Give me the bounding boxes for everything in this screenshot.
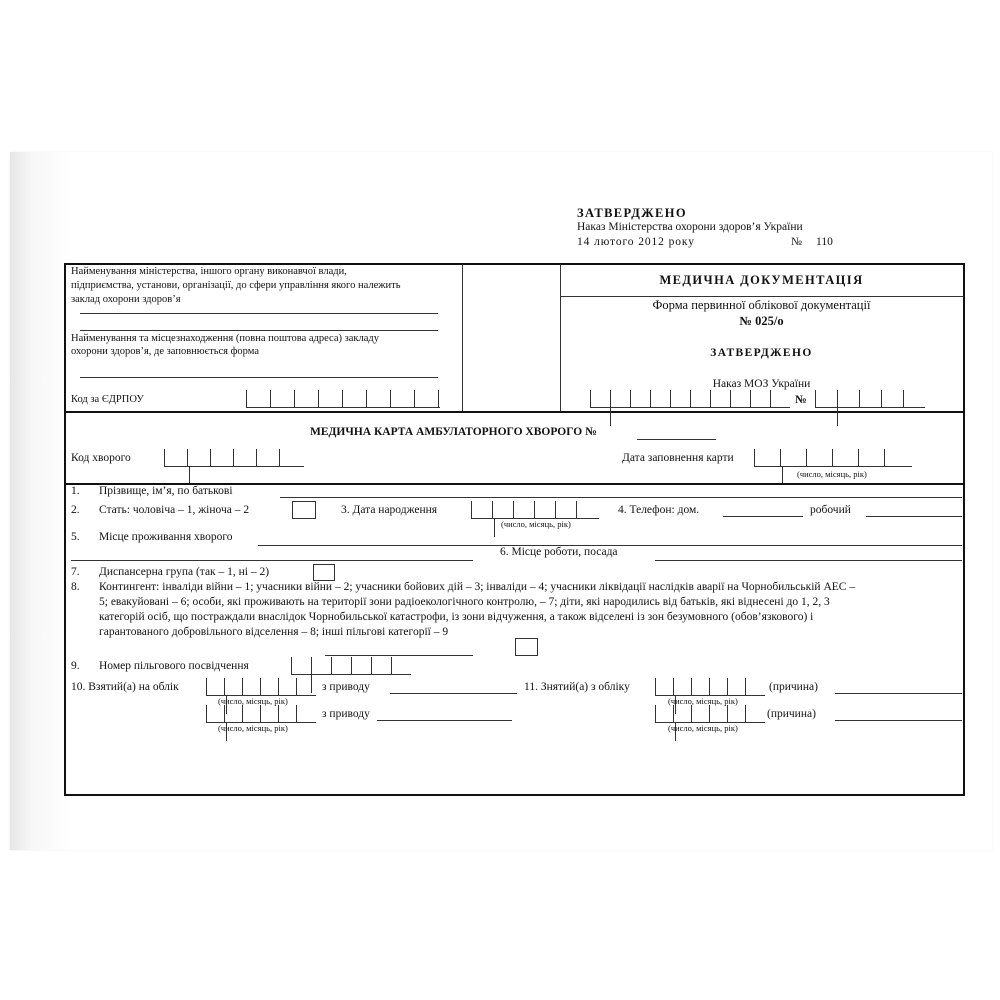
- ministry-name-line-2[interactable]: [80, 330, 438, 331]
- contingent-box[interactable]: [515, 638, 538, 656]
- ministry-name-line1: Найменування міністерства, іншого органу виконавчої влади,: [71, 266, 347, 277]
- patient-code-cells[interactable]: [164, 449, 304, 467]
- registration-date-hint-1: (число, місяць, рік): [218, 696, 288, 706]
- deregistration-date-hint-1: (число, місяць, рік): [668, 696, 738, 706]
- deregistration-reason-label-1: (причина): [769, 681, 818, 693]
- card-number-line[interactable]: [637, 439, 716, 440]
- field-8-line2: 5; евакуйовані – 6; особи, які проживають на території зони радіоекологічного контролю, – 7; діти, які народились від батьків, які віднесені до 1, 2, 3: [99, 596, 830, 608]
- edrpou-label: Код за ЄДРПОУ: [71, 394, 144, 405]
- registration-date-cells-1[interactable]: [206, 678, 316, 696]
- field-10-label: 10. Взятий(а) на облік: [71, 681, 179, 693]
- facility-address-line[interactable]: [80, 377, 438, 378]
- field-2-label: Стать: чоловіча – 1, жіноча – 2: [99, 504, 250, 516]
- registration-reason-line-1[interactable]: [390, 693, 517, 694]
- ministry-name-line2: підприємства, установи, організації, до сфери управління якого належить: [71, 280, 401, 291]
- fill-date-label: Дата заповнення карти: [622, 452, 734, 464]
- edrpou-code-cells[interactable]: [246, 390, 440, 408]
- field-2-number: 2.: [71, 504, 80, 516]
- field-11-label: 11. Знятий(а) з обліку: [524, 681, 630, 693]
- fill-date-hint: (число, місяць, рік): [797, 469, 867, 479]
- registration-reason-label-2: з приводу: [322, 708, 370, 720]
- facility-line2: охорони здоров’я, де заповнюється форма: [71, 346, 260, 357]
- medical-documentation-title: МЕДИЧНА ДОКУМЕНТАЦІЯ: [659, 273, 864, 287]
- ministry-name-line[interactable]: [80, 313, 438, 314]
- order-date-cells[interactable]: [590, 390, 790, 408]
- deregistration-date-hint-2: (число, місяць, рік): [668, 723, 738, 733]
- field-8-line4: гарантованого добровільного відселення – 8; інші пільгові категорії – 9: [99, 626, 449, 638]
- deregistration-reason-line-2[interactable]: [835, 720, 962, 721]
- header-approved: ЗАТВЕРДЖЕНО: [710, 347, 813, 359]
- birth-date-hint: (число, місяць, рік): [501, 519, 571, 529]
- field-9-number: 9.: [71, 660, 80, 672]
- field-5-number: 5.: [71, 531, 80, 543]
- approval-number: 110: [816, 236, 833, 248]
- workplace-line[interactable]: [655, 560, 962, 561]
- work-phone-line[interactable]: [866, 516, 962, 517]
- field-8-number: 8.: [71, 581, 80, 593]
- registration-reason-line-2[interactable]: [377, 720, 512, 721]
- facility-line1: Найменування та місцезнаходження (повна поштова адреса) закладу: [71, 333, 380, 344]
- field-8-line1: Контингент: інваліди війни – 1; учасники війни – 2; учасники бойових дій – 3; інваліди – 4; учасники ліквідації наслідків аварії на Чорнобильській АЕС –: [99, 581, 856, 593]
- field-5-label: Місце проживання хворого: [99, 531, 233, 543]
- contingent-other-line[interactable]: [325, 655, 473, 656]
- field-7-label: Диспансерна група (так – 1, ні – 2): [99, 566, 270, 578]
- registration-date-cells-2[interactable]: [206, 705, 316, 723]
- order-number-label: №: [795, 394, 807, 406]
- deregistration-reason-label-2: (причина): [767, 708, 816, 720]
- field-1-label: Прізвище, ім’я, по батькові: [99, 485, 233, 497]
- fill-date-cells[interactable]: [754, 449, 912, 467]
- form-caption: Форма первинної облікової документації: [652, 298, 871, 312]
- header-right-divider: [560, 296, 963, 297]
- deregistration-reason-line-1[interactable]: [835, 693, 962, 694]
- work-phone-label: робочий: [810, 504, 851, 516]
- approval-date: 14 лютого 2012 року: [577, 236, 695, 248]
- registration-reason-label-1: з приводу: [322, 681, 370, 693]
- residence-line-2[interactable]: [71, 560, 473, 561]
- field-3-label: 3. Дата народження: [341, 504, 438, 516]
- field-9-label: Номер пільгового посвідчення: [99, 660, 249, 672]
- ministry-name-line3: заклад охорони здоров’я: [71, 294, 181, 305]
- benefit-certificate-cells[interactable]: [291, 657, 411, 675]
- field-6-label: 6. Місце роботи, посада: [500, 546, 618, 558]
- deregistration-date-cells-1[interactable]: [655, 678, 765, 696]
- approval-title: ЗАТВЕРДЖЕНО: [577, 206, 687, 220]
- approval-number-label: №: [791, 236, 802, 248]
- deregistration-date-cells-2[interactable]: [655, 705, 765, 723]
- field-8-line3: категорій осіб, що постраждали внаслідок Чорнобильської катастрофи, із зони відчуження, а також відселені із зон безумовного (обов’язкового) і: [99, 611, 814, 623]
- dispensary-group-box[interactable]: [313, 564, 335, 581]
- order-number-cells[interactable]: [815, 390, 925, 408]
- header-divider-left: [462, 264, 463, 412]
- registration-date-hint-2: (число, місяць, рік): [218, 723, 288, 733]
- field-1-number: 1.: [71, 485, 80, 497]
- card-title: МЕДИЧНА КАРТА АМБУЛАТОРНОГО ХВОРОГО №: [310, 426, 597, 438]
- moz-order: Наказ МОЗ України: [712, 378, 811, 390]
- field-4-label: 4. Телефон: дом.: [618, 504, 700, 516]
- approval-ministry: Наказ Міністерства охорони здоров’я України: [577, 221, 803, 233]
- patient-code-label: Код хворого: [71, 452, 131, 464]
- sex-box[interactable]: [292, 501, 316, 519]
- form-number: № 025/о: [739, 314, 784, 328]
- field-7-number: 7.: [71, 566, 80, 578]
- birth-date-cells[interactable]: [471, 501, 599, 519]
- full-name-line[interactable]: [280, 497, 962, 498]
- home-phone-line[interactable]: [723, 516, 803, 517]
